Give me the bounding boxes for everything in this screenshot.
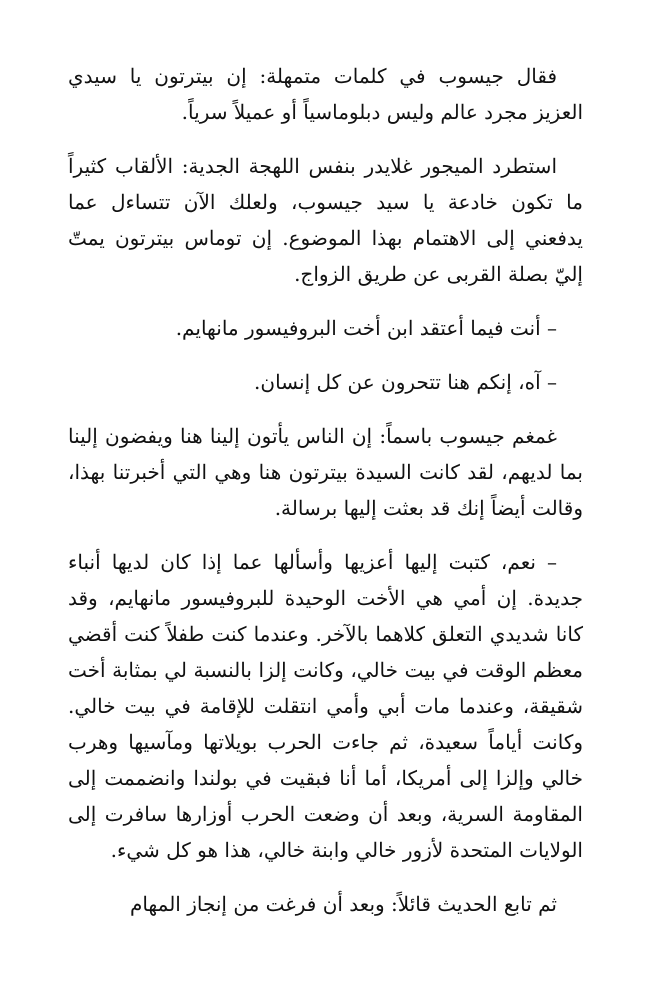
paragraph: – نعم، كتبت إليها أعزيها وأسألها عما إذا كان لديها أنباء جديدة. إن أمي هي الأخت الوحيدة للبروفيسور مانهايم، وقد كانا شديدي التعلق كلاهما بالآخر. وعندما كنت طفلاً كنت أقضي معظم الوقت في بيت خالي، وكانت إلزا بالنسبة لي بمثابة أخت شقيقة، وعندما مات أبي وأمي انتقلت للإقامة في بيت خالي. وكانت أياماً سعيدة، ثم جاءت الحرب بويلاتها ومآسيها وهرب خالي وإلزا إلى أمريكا، أما أنا فبقيت في بولندا وانضممت إلى المقاومة السرية، وبعد أن وضعت الحرب أوزارها سافرت إلى الولايات المتحدة لأزور خالي وابنة خالي، هذا هو كل شيء. bbox=[68, 550, 583, 862]
paragraph: – آه، إنكم هنا تتحرون عن كل إنسان. bbox=[254, 370, 557, 394]
paragraph: استطرد الميجور غلايدر بنفس اللهجة الجدية: الألقاب كثيراً ما تكون خادعة يا سيد جيسوب، ولعلك الآن تتساءل عما يدفعني إلى الاهتمام بهذا الموضوع. إن توماس بيترتون يمتّ إليّ بصلة القربى عن طريق الزواج. bbox=[68, 154, 583, 286]
paragraph: ثم تابع الحديث قائلاً: وبعد أن فرغت من إنجاز المهام bbox=[129, 892, 557, 916]
paragraph: فقال جيسوب في كلمات متمهلة: إن بيترتون يا سيدي العزيز مجرد عالم وليس دبلوماسياً أو عميلاً سرياً. bbox=[68, 64, 583, 124]
paragraph: غمغم جيسوب باسماً: إن الناس يأتون إلينا هنا ويفضون إلينا بما لديهم، لقد كانت السيدة بيترتون هنا وهي التي أخبرتنا بهذا، وقالت أيضاً إنك قد بعثت إليها برسالة. bbox=[68, 424, 583, 520]
paragraph: – أنت فيما أعتقد ابن أخت البروفيسور مانهايم. bbox=[175, 316, 557, 340]
